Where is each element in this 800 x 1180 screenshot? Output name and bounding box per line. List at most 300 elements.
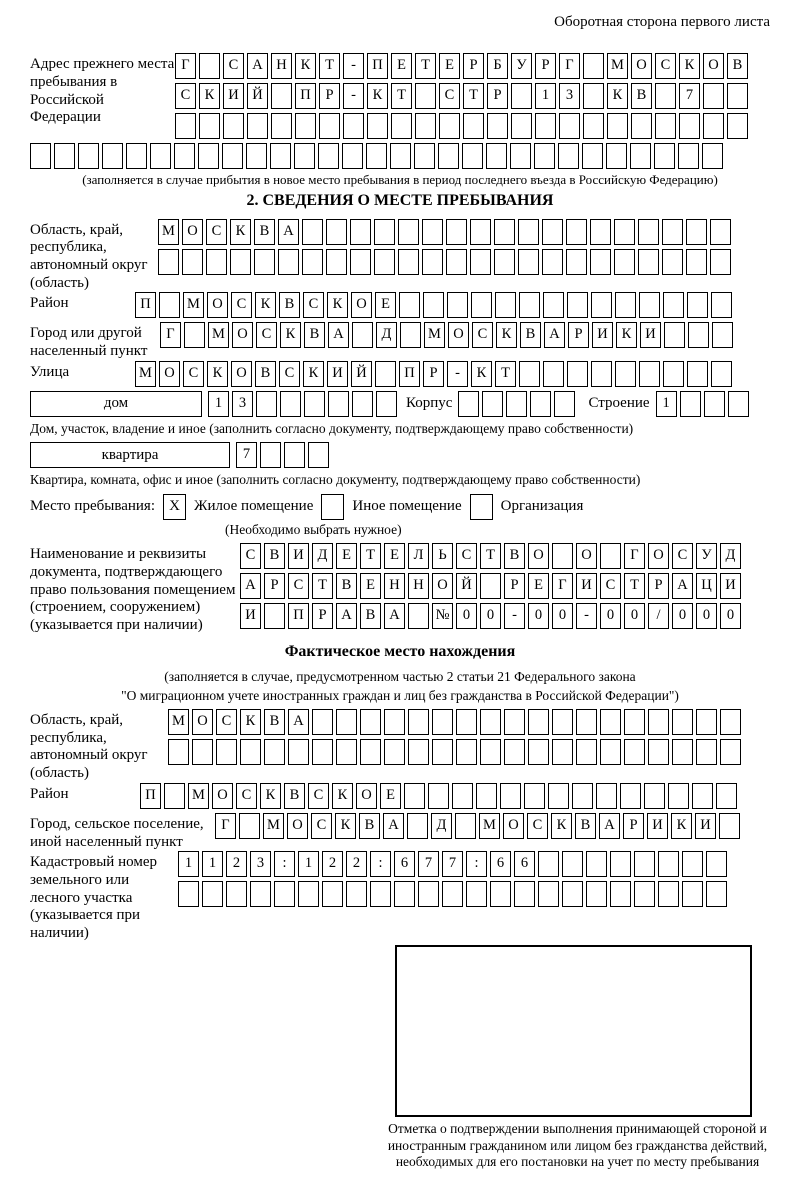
char-box[interactable]: К [679,53,700,79]
char-box[interactable]: С [231,292,252,318]
char-box[interactable]: О [231,361,252,387]
char-box[interactable] [470,249,491,275]
char-box[interactable]: К [551,813,572,839]
char-box[interactable]: А [599,813,620,839]
char-box[interactable] [543,361,564,387]
char-box[interactable]: О [232,322,253,348]
char-box[interactable]: Р [312,603,333,629]
char-box[interactable] [342,143,363,169]
char-box[interactable]: С [456,543,477,569]
char-box[interactable]: 7 [236,442,257,468]
char-box[interactable] [206,249,227,275]
char-box[interactable] [298,881,319,907]
char-box[interactable] [614,249,635,275]
char-box[interactable] [719,813,740,839]
char-box[interactable]: О [207,292,228,318]
char-box[interactable]: С [240,543,261,569]
char-box[interactable] [336,739,357,765]
char-box[interactable]: И [327,361,348,387]
char-box[interactable]: - [576,603,597,629]
char-box[interactable] [230,249,251,275]
char-box[interactable] [350,249,371,275]
char-box[interactable] [367,113,388,139]
char-box[interactable]: К [230,219,251,245]
char-box[interactable] [223,113,244,139]
char-box[interactable]: А [240,573,261,599]
char-box[interactable]: О [159,361,180,387]
char-box[interactable] [687,361,708,387]
char-box[interactable] [336,709,357,735]
char-box[interactable] [404,783,425,809]
char-box[interactable] [678,143,699,169]
char-box[interactable]: С [600,573,621,599]
char-box[interactable] [614,219,635,245]
char-box[interactable] [688,322,709,348]
char-box[interactable]: Е [336,543,357,569]
char-box[interactable] [178,881,199,907]
char-box[interactable]: У [696,543,717,569]
char-box[interactable]: Й [456,573,477,599]
zhiloe-checkbox[interactable]: X [163,494,186,520]
char-box[interactable]: И [576,573,597,599]
char-box[interactable]: Б [487,53,508,79]
char-box[interactable]: Т [463,83,484,109]
char-box[interactable] [394,881,415,907]
char-box[interactable] [480,573,501,599]
char-box[interactable] [487,113,508,139]
char-box[interactable] [391,113,412,139]
char-box[interactable] [452,783,473,809]
char-box[interactable] [494,219,515,245]
char-box[interactable] [716,783,737,809]
char-box[interactable]: Н [384,573,405,599]
char-box[interactable] [711,361,732,387]
char-box[interactable]: 1 [535,83,556,109]
char-box[interactable] [686,219,707,245]
char-box[interactable] [535,113,556,139]
char-box[interactable] [159,292,180,318]
char-box[interactable]: Т [495,361,516,387]
char-box[interactable] [158,249,179,275]
char-box[interactable]: 0 [720,603,741,629]
char-box[interactable] [222,143,243,169]
char-box[interactable] [274,881,295,907]
char-box[interactable] [408,739,429,765]
char-box[interactable]: К [327,292,348,318]
char-box[interactable] [576,739,597,765]
char-box[interactable] [519,361,540,387]
char-box[interactable] [360,709,381,735]
char-box[interactable]: В [279,292,300,318]
char-box[interactable]: И [640,322,661,348]
char-box[interactable] [30,143,51,169]
char-box[interactable]: 3 [559,83,580,109]
char-box[interactable] [668,783,689,809]
char-box[interactable] [376,391,397,417]
char-box[interactable] [326,249,347,275]
char-box[interactable]: В [264,543,285,569]
char-box[interactable]: 3 [232,391,253,417]
char-box[interactable] [202,881,223,907]
char-box[interactable]: С [655,53,676,79]
char-box[interactable]: 2 [322,851,343,877]
char-box[interactable] [552,739,573,765]
char-box[interactable] [264,739,285,765]
char-box[interactable] [174,143,195,169]
char-box[interactable] [482,391,503,417]
char-box[interactable] [682,881,703,907]
char-box[interactable] [455,813,476,839]
char-box[interactable] [663,292,684,318]
char-box[interactable] [703,83,724,109]
char-box[interactable]: Ь [432,543,453,569]
char-box[interactable]: К [616,322,637,348]
char-box[interactable] [471,292,492,318]
char-box[interactable] [343,113,364,139]
char-box[interactable] [639,361,660,387]
char-box[interactable] [534,143,555,169]
char-box[interactable]: П [288,603,309,629]
char-box[interactable] [198,143,219,169]
char-box[interactable]: Е [391,53,412,79]
char-box[interactable]: А [544,322,565,348]
char-box[interactable]: И [720,573,741,599]
char-box[interactable] [704,391,725,417]
char-box[interactable]: Р [487,83,508,109]
char-box[interactable] [582,143,603,169]
char-box[interactable] [615,361,636,387]
char-box[interactable]: Т [319,53,340,79]
char-box[interactable] [591,292,612,318]
char-box[interactable]: 6 [490,851,511,877]
char-box[interactable] [480,739,501,765]
char-box[interactable]: Р [463,53,484,79]
char-box[interactable]: Й [351,361,372,387]
char-box[interactable] [672,739,693,765]
char-box[interactable]: О [432,573,453,599]
char-box[interactable] [312,739,333,765]
char-box[interactable]: А [383,813,404,839]
char-box[interactable] [328,391,349,417]
char-box[interactable]: 1 [202,851,223,877]
char-box[interactable] [518,249,539,275]
char-box[interactable]: В [359,813,380,839]
char-box[interactable]: Д [312,543,333,569]
char-box[interactable]: Е [360,573,381,599]
char-box[interactable] [390,143,411,169]
char-box[interactable] [480,709,501,735]
char-box[interactable]: И [592,322,613,348]
char-box[interactable] [246,143,267,169]
char-box[interactable] [720,739,741,765]
char-box[interactable]: С [472,322,493,348]
char-box[interactable] [600,739,621,765]
char-box[interactable] [192,739,213,765]
char-box[interactable] [442,881,463,907]
char-box[interactable] [607,113,628,139]
char-box[interactable]: М [135,361,156,387]
char-box[interactable]: Р [535,53,556,79]
char-box[interactable] [679,113,700,139]
char-box[interactable] [318,143,339,169]
char-box[interactable] [648,709,669,735]
char-box[interactable]: К [303,361,324,387]
char-box[interactable] [423,292,444,318]
char-box[interactable]: Г [624,543,645,569]
char-box[interactable]: К [671,813,692,839]
char-box[interactable] [280,391,301,417]
char-box[interactable] [583,83,604,109]
char-box[interactable] [680,391,701,417]
char-box[interactable] [639,292,660,318]
char-box[interactable] [400,322,421,348]
char-box[interactable]: К [199,83,220,109]
char-box[interactable]: П [295,83,316,109]
char-box[interactable]: М [158,219,179,245]
char-box[interactable]: О [631,53,652,79]
char-box[interactable]: А [672,573,693,599]
char-box[interactable] [260,442,281,468]
char-box[interactable]: П [399,361,420,387]
char-box[interactable] [548,783,569,809]
char-box[interactable] [199,113,220,139]
char-box[interactable]: - [504,603,525,629]
char-box[interactable] [511,83,532,109]
char-box[interactable] [414,143,435,169]
char-box[interactable]: Н [408,573,429,599]
char-box[interactable] [720,709,741,735]
char-box[interactable] [384,709,405,735]
char-box[interactable]: 1 [656,391,677,417]
char-box[interactable] [408,603,429,629]
char-box[interactable]: О [287,813,308,839]
dom-field[interactable]: дом [30,391,202,417]
char-box[interactable] [271,83,292,109]
char-box[interactable] [638,219,659,245]
char-box[interactable]: О [351,292,372,318]
char-box[interactable]: Р [623,813,644,839]
char-box[interactable] [346,881,367,907]
char-box[interactable] [559,113,580,139]
char-box[interactable] [164,783,185,809]
char-box[interactable] [54,143,75,169]
char-box[interactable]: С [527,813,548,839]
char-box[interactable] [552,543,573,569]
char-box[interactable] [456,739,477,765]
char-box[interactable]: К [335,813,356,839]
char-box[interactable]: Е [528,573,549,599]
char-box[interactable]: К [607,83,628,109]
char-box[interactable] [374,249,395,275]
char-box[interactable]: В [336,573,357,599]
char-box[interactable] [591,361,612,387]
char-box[interactable] [500,783,521,809]
char-box[interactable] [672,709,693,735]
char-box[interactable] [558,143,579,169]
char-box[interactable]: Е [439,53,460,79]
char-box[interactable] [590,219,611,245]
char-box[interactable]: П [367,53,388,79]
char-box[interactable] [458,391,479,417]
char-box[interactable]: О [212,783,233,809]
char-box[interactable] [302,249,323,275]
char-box[interactable] [374,219,395,245]
char-box[interactable] [583,53,604,79]
char-box[interactable]: 6 [394,851,415,877]
inoe-checkbox[interactable] [321,494,344,520]
char-box[interactable] [462,143,483,169]
char-box[interactable] [398,249,419,275]
char-box[interactable] [727,83,748,109]
char-box[interactable] [655,113,676,139]
char-box[interactable]: Т [624,573,645,599]
char-box[interactable] [384,739,405,765]
char-box[interactable] [428,783,449,809]
char-box[interactable] [240,739,261,765]
char-box[interactable] [432,709,453,735]
char-box[interactable]: К [295,53,316,79]
char-box[interactable] [199,53,220,79]
char-box[interactable] [415,113,436,139]
char-box[interactable] [576,709,597,735]
char-box[interactable] [504,739,525,765]
char-box[interactable] [466,881,487,907]
char-box[interactable]: У [511,53,532,79]
char-box[interactable]: О [503,813,524,839]
char-box[interactable]: : [370,851,391,877]
char-box[interactable] [326,219,347,245]
char-box[interactable] [470,219,491,245]
char-box[interactable]: А [247,53,268,79]
char-box[interactable]: / [648,603,669,629]
char-box[interactable]: С [672,543,693,569]
char-box[interactable] [696,739,717,765]
char-box[interactable]: 0 [456,603,477,629]
char-box[interactable] [687,292,708,318]
char-box[interactable]: К [280,322,301,348]
char-box[interactable]: Г [160,322,181,348]
char-box[interactable] [572,783,593,809]
char-box[interactable] [476,783,497,809]
char-box[interactable] [456,709,477,735]
char-box[interactable]: - [343,53,364,79]
char-box[interactable]: Р [423,361,444,387]
char-box[interactable] [566,219,587,245]
char-box[interactable] [102,143,123,169]
char-box[interactable]: Р [264,573,285,599]
char-box[interactable] [511,113,532,139]
char-box[interactable] [407,813,428,839]
char-box[interactable] [663,361,684,387]
char-box[interactable] [294,143,315,169]
char-box[interactable] [686,249,707,275]
char-box[interactable] [250,881,271,907]
char-box[interactable]: С [175,83,196,109]
char-box[interactable]: С [236,783,257,809]
char-box[interactable]: 2 [226,851,247,877]
char-box[interactable] [654,143,675,169]
char-box[interactable] [702,143,723,169]
char-box[interactable]: 7 [442,851,463,877]
char-box[interactable]: М [607,53,628,79]
char-box[interactable]: К [367,83,388,109]
char-box[interactable]: М [208,322,229,348]
char-box[interactable]: В [520,322,541,348]
char-box[interactable]: В [727,53,748,79]
char-box[interactable]: 0 [480,603,501,629]
char-box[interactable] [506,391,527,417]
char-box[interactable] [586,851,607,877]
kvartira-field[interactable]: квартира [30,442,230,468]
char-box[interactable] [350,219,371,245]
char-box[interactable]: 0 [552,603,573,629]
char-box[interactable] [352,322,373,348]
char-box[interactable] [322,881,343,907]
char-box[interactable] [518,219,539,245]
char-box[interactable] [264,603,285,629]
char-box[interactable]: № [432,603,453,629]
char-box[interactable] [271,113,292,139]
char-box[interactable] [226,881,247,907]
char-box[interactable] [352,391,373,417]
char-box[interactable]: С [279,361,300,387]
char-box[interactable] [432,739,453,765]
char-box[interactable] [370,881,391,907]
char-box[interactable]: - [447,361,468,387]
char-box[interactable]: С [256,322,277,348]
char-box[interactable] [610,881,631,907]
char-box[interactable] [728,391,749,417]
char-box[interactable]: К [260,783,281,809]
char-box[interactable] [554,391,575,417]
char-box[interactable]: В [254,219,275,245]
char-box[interactable] [446,219,467,245]
char-box[interactable] [510,143,531,169]
char-box[interactable] [727,113,748,139]
char-box[interactable]: 7 [418,851,439,877]
char-box[interactable] [610,851,631,877]
char-box[interactable] [615,292,636,318]
char-box[interactable]: М [424,322,445,348]
char-box[interactable] [239,813,260,839]
char-box[interactable] [662,249,683,275]
char-box[interactable] [655,83,676,109]
char-box[interactable] [514,881,535,907]
char-box[interactable]: Т [391,83,412,109]
char-box[interactable] [486,143,507,169]
char-box[interactable] [150,143,171,169]
char-box[interactable]: С [439,83,460,109]
char-box[interactable] [438,143,459,169]
char-box[interactable]: О [576,543,597,569]
char-box[interactable]: М [183,292,204,318]
char-box[interactable] [624,739,645,765]
char-box[interactable]: С [308,783,329,809]
char-box[interactable] [712,322,733,348]
char-box[interactable] [519,292,540,318]
char-box[interactable] [439,113,460,139]
char-box[interactable]: И [223,83,244,109]
char-box[interactable] [682,851,703,877]
char-box[interactable]: Н [271,53,292,79]
char-box[interactable] [182,249,203,275]
char-box[interactable] [644,783,665,809]
char-box[interactable]: А [384,603,405,629]
char-box[interactable]: Т [360,543,381,569]
char-box[interactable] [538,851,559,877]
char-box[interactable] [631,113,652,139]
char-box[interactable]: 0 [528,603,549,629]
